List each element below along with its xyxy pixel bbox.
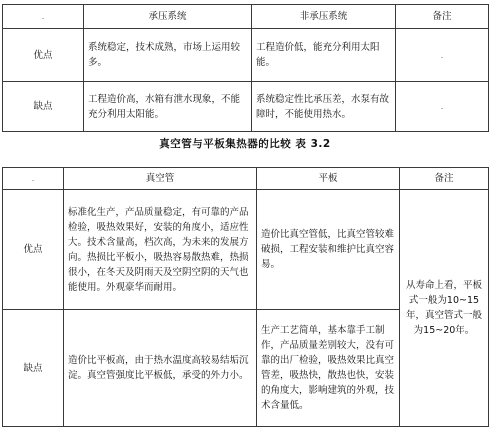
header-remarks: 备注	[396, 5, 489, 29]
row-label-disadvantages: 缺点	[3, 82, 84, 132]
comparison-table-pressure	[2, 4, 489, 132]
header-non-pressurized: 非承压系统	[252, 5, 396, 29]
cell-non-pressurized-disadvantages: 系统稳定性比承压差，水泵有故障时，不能使用热水。	[252, 82, 396, 132]
table-header-row	[3, 168, 489, 190]
header-pressurized: 承压系统	[84, 5, 252, 29]
cell-lifespan-remark: 从寿命上看，平板式一般为10~15年，真空管式一般为15~20年。	[400, 190, 489, 427]
table-header-row	[3, 5, 489, 29]
header-vacuum-tube: 真空管	[64, 168, 257, 190]
comparison-table-collectors	[2, 167, 489, 427]
corner-cell: .	[3, 168, 64, 190]
cell-vacuum-disadvantages: 造价比平板高，由于热水温度高较易结垢沉淀。真空管强度比平板低，承受的外力小。	[64, 310, 257, 427]
header-flat-plate: 平板	[257, 168, 400, 190]
table-row	[3, 82, 489, 132]
cell-vacuum-advantages: 标准化生产，产品质量稳定，有可靠的产品检验，吸热效果好，安装的角度小，适应性大。技术含量高，档次高，为未来的发展方向。热损比平板小，吸热容易散热难，热损很小，在冬天及阴雨天及空阴空阴的天气也能使用。外观豪华而耐用。	[64, 190, 257, 310]
header-remarks: 备注	[400, 168, 489, 190]
table-caption: 真空管与平板集热器的比较 表 3.2	[159, 138, 331, 150]
cell-pressurized-disadvantages: 工程造价高，水箱有泄水现象，不能充分利用太阳能。	[84, 82, 252, 132]
cell-non-pressurized-advantages: 工程造价低，能充分利用太阳能。	[252, 29, 396, 82]
cell-pressurized-advantages: 系统稳定，技术成熟，市场上运用较多。	[84, 29, 252, 82]
row-label-advantages: 优点	[3, 190, 64, 310]
cell-flat-advantages: 造价比真空管低，比真空管较难破损，工程安装和维护比真空容易。	[257, 190, 400, 310]
row-label-disadvantages: 缺点	[3, 310, 64, 427]
corner-cell: .	[3, 5, 84, 29]
row-label-advantages: 优点	[3, 29, 84, 82]
cell-remarks: .	[396, 29, 489, 82]
cell-remarks: .	[396, 82, 489, 132]
cell-flat-disadvantages: 生产工艺简单，基本靠手工制作，产品质量差别较大，没有可靠的出厂检验，吸热效果比真空管差，吸热快，散热也快，安装的角度大，影响建筑的外观，技术含量低。	[257, 310, 400, 427]
table-row	[3, 190, 489, 310]
table-row	[3, 29, 489, 82]
